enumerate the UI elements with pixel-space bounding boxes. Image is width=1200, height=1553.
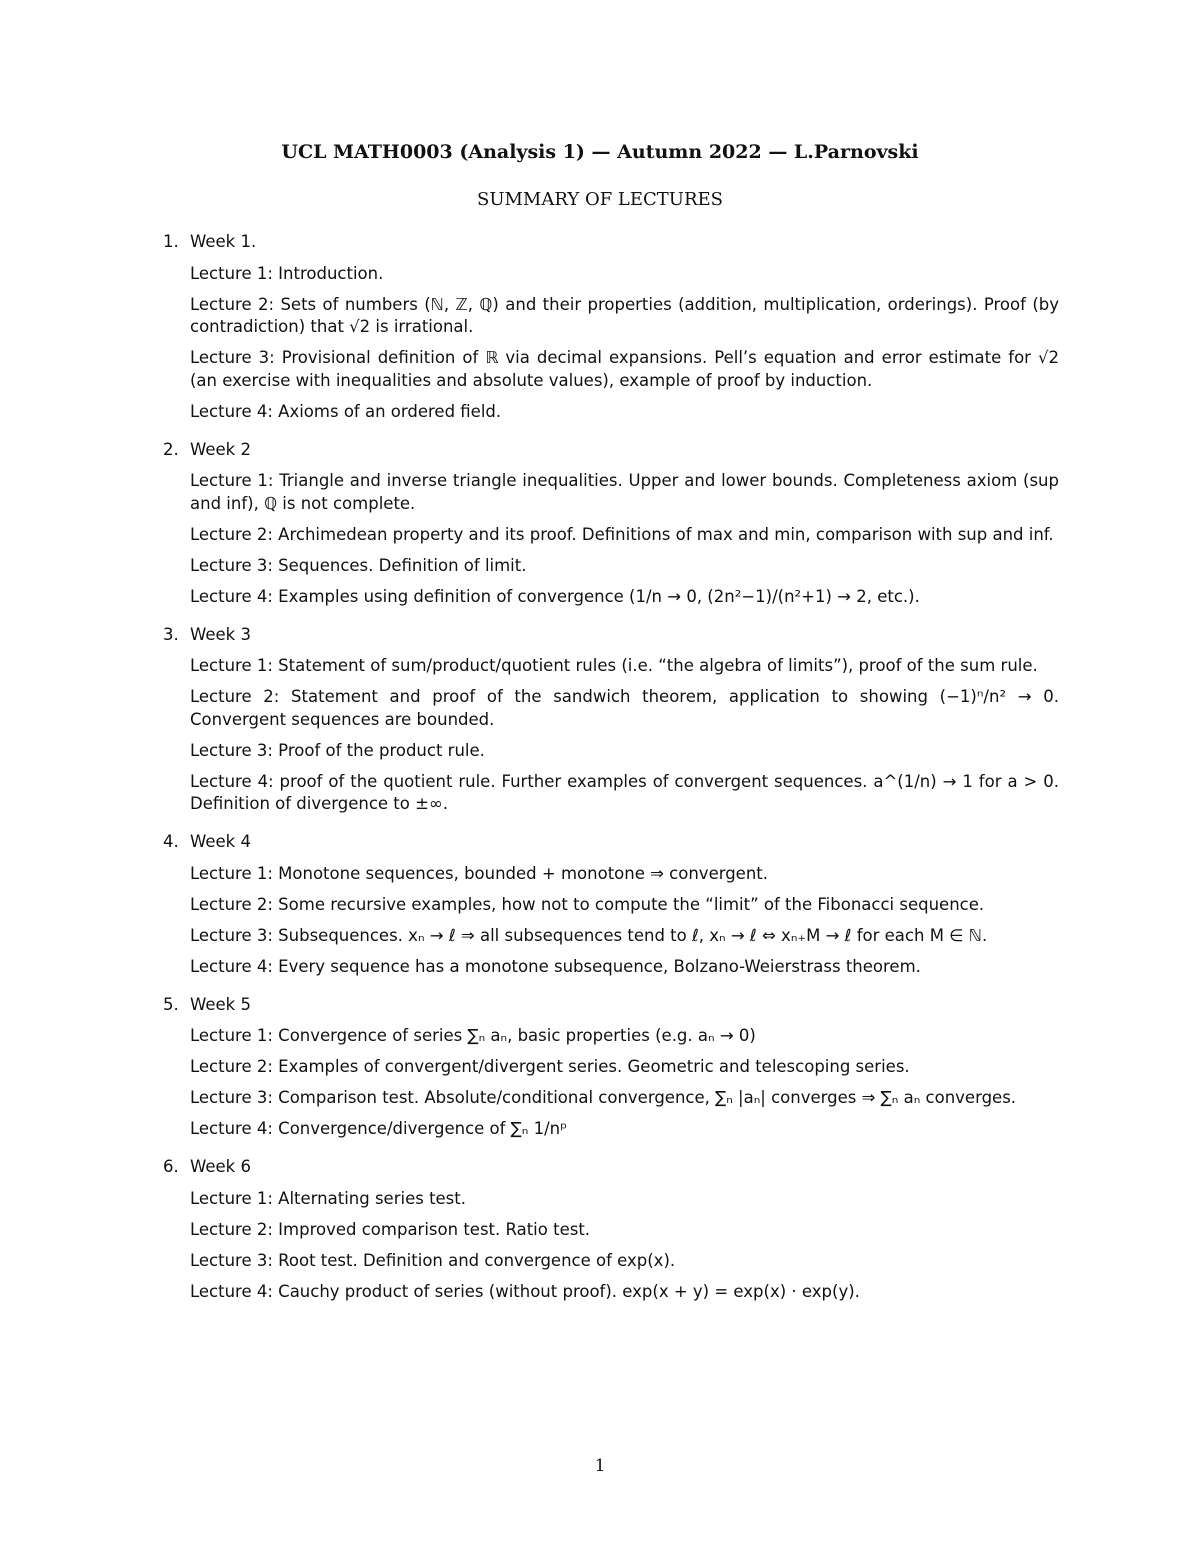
lecture-item: Lecture 1: Alternating series test.	[190, 1188, 466, 1208]
lecture-item: Lecture 3: Sequences. Definition of limit.	[190, 555, 527, 575]
lecture-list	[163, 470, 1059, 608]
lecture-item: Lecture 3: Root test. Definition and convergence of exp(x).	[190, 1250, 676, 1270]
week-number: 3.	[163, 624, 179, 644]
week-number: 1.	[163, 232, 179, 251]
week-heading	[163, 1156, 1059, 1179]
week-title: Week 1.	[190, 232, 257, 251]
week-3	[163, 624, 1059, 816]
lecture-item: Lecture 2: Sets of numbers (ℕ, ℤ, ℚ) and their properties (addition, multiplication, orderings). Proof (by contradiction) that √2 is irrational.	[190, 294, 1059, 336]
lecture-item: Lecture 2: Statement and proof of the sandwich theorem, application to showing (−1)ⁿ/n² → 0. Convergent sequences are bounded.	[190, 687, 1059, 729]
lecture-list	[163, 863, 1059, 979]
week-6	[163, 1156, 1059, 1303]
lecture-item: Lecture 1: Monotone sequences, bounded + monotone ⇒ convergent.	[190, 863, 769, 883]
lecture-item: Lecture 2: Archimedean property and its proof. Definitions of max and min, comparison with sup and inf.	[190, 524, 1054, 544]
week-title: Week 2	[190, 439, 251, 459]
lecture-item: Lecture 1: Convergence of series ∑ₙ aₙ, basic properties (e.g. aₙ → 0)	[190, 1026, 756, 1045]
lecture-item: Lecture 4: Every sequence has a monotone subsequence, Bolzano-Weierstrass theorem.	[190, 956, 921, 976]
lecture-list	[163, 263, 1059, 424]
lecture-list	[163, 1188, 1059, 1304]
week-heading	[163, 994, 1059, 1017]
lecture-item: Lecture 4: Cauchy product of series (without proof). exp(x + y) = exp(x) · exp(y).	[190, 1281, 860, 1301]
week-title: Week 3	[190, 624, 251, 644]
week-number: 4.	[163, 832, 179, 851]
week-title: Week 6	[190, 1157, 251, 1176]
week-number: 5.	[163, 994, 179, 1014]
week-heading	[163, 831, 1059, 854]
week-4	[163, 831, 1059, 978]
week-number: 6.	[163, 1157, 179, 1176]
week-1	[163, 231, 1059, 423]
week-title: Week 5	[190, 994, 251, 1014]
lecture-item: Lecture 2: Some recursive examples, how not to compute the “limit” of the Fibonacci sequence.	[190, 894, 985, 914]
weeks-list	[163, 231, 1059, 1319]
lecture-item: Lecture 3: Provisional definition of ℝ via decimal expansions. Pell’s equation and error estimate for √2 (an exercise with inequalities and absolute values), example of proof by induction.	[190, 348, 1059, 390]
lecture-item: Lecture 3: Proof of the product rule.	[190, 740, 485, 760]
week-heading	[163, 624, 1059, 647]
week-heading	[163, 439, 1059, 462]
lecture-item: Lecture 3: Comparison test. Absolute/conditional convergence, ∑ₙ |aₙ| converges ⇒ ∑ₙ aₙ converges.	[190, 1088, 1017, 1107]
lecture-item: Lecture 2: Examples of convergent/divergent series. Geometric and telescoping series.	[190, 1057, 910, 1076]
lecture-item: Lecture 1: Introduction.	[190, 263, 384, 283]
lecture-item: Lecture 1: Statement of sum/product/quotient rules (i.e. “the algebra of limits”), proof of the sum rule.	[190, 656, 1038, 675]
document-subtitle: SUMMARY OF LECTURES	[477, 189, 723, 210]
lecture-item: Lecture 1: Triangle and inverse triangle inequalities. Upper and lower bounds. Completeness axiom (sup and inf), ℚ is not complete.	[190, 471, 1059, 513]
document-title: UCL MATH0003 (Analysis 1) — Autumn 2022 — L.Parnovski	[281, 141, 919, 163]
lecture-item: Lecture 4: Examples using definition of convergence (1/n → 0, (2n²−1)/(n²+1) → 2, etc.).	[190, 586, 920, 606]
lecture-item: Lecture 4: proof of the quotient rule. Further examples of convergent sequences. a^(1/n) → 1 for a > 0. Definition of divergence to ±∞.	[190, 771, 1059, 813]
lecture-list	[163, 1025, 1059, 1141]
lecture-item: Lecture 4: Convergence/divergence of ∑ₙ 1/nᵖ	[190, 1119, 568, 1138]
week-5	[163, 994, 1059, 1141]
week-2	[163, 439, 1059, 609]
lecture-item: Lecture 3: Subsequences. xₙ → ℓ ⇒ all subsequences tend to ℓ, xₙ → ℓ ⇔ xₙ₊M → ℓ for each M ∈ ℕ.	[190, 925, 988, 945]
lecture-item: Lecture 4: Axioms of an ordered field.	[190, 401, 502, 421]
week-title: Week 4	[190, 832, 251, 851]
week-heading	[163, 231, 1059, 254]
lecture-list	[163, 655, 1059, 816]
lecture-item: Lecture 2: Improved comparison test. Ratio test.	[190, 1219, 591, 1239]
page-number: 1	[594, 1456, 606, 1476]
week-number: 2.	[163, 439, 179, 459]
